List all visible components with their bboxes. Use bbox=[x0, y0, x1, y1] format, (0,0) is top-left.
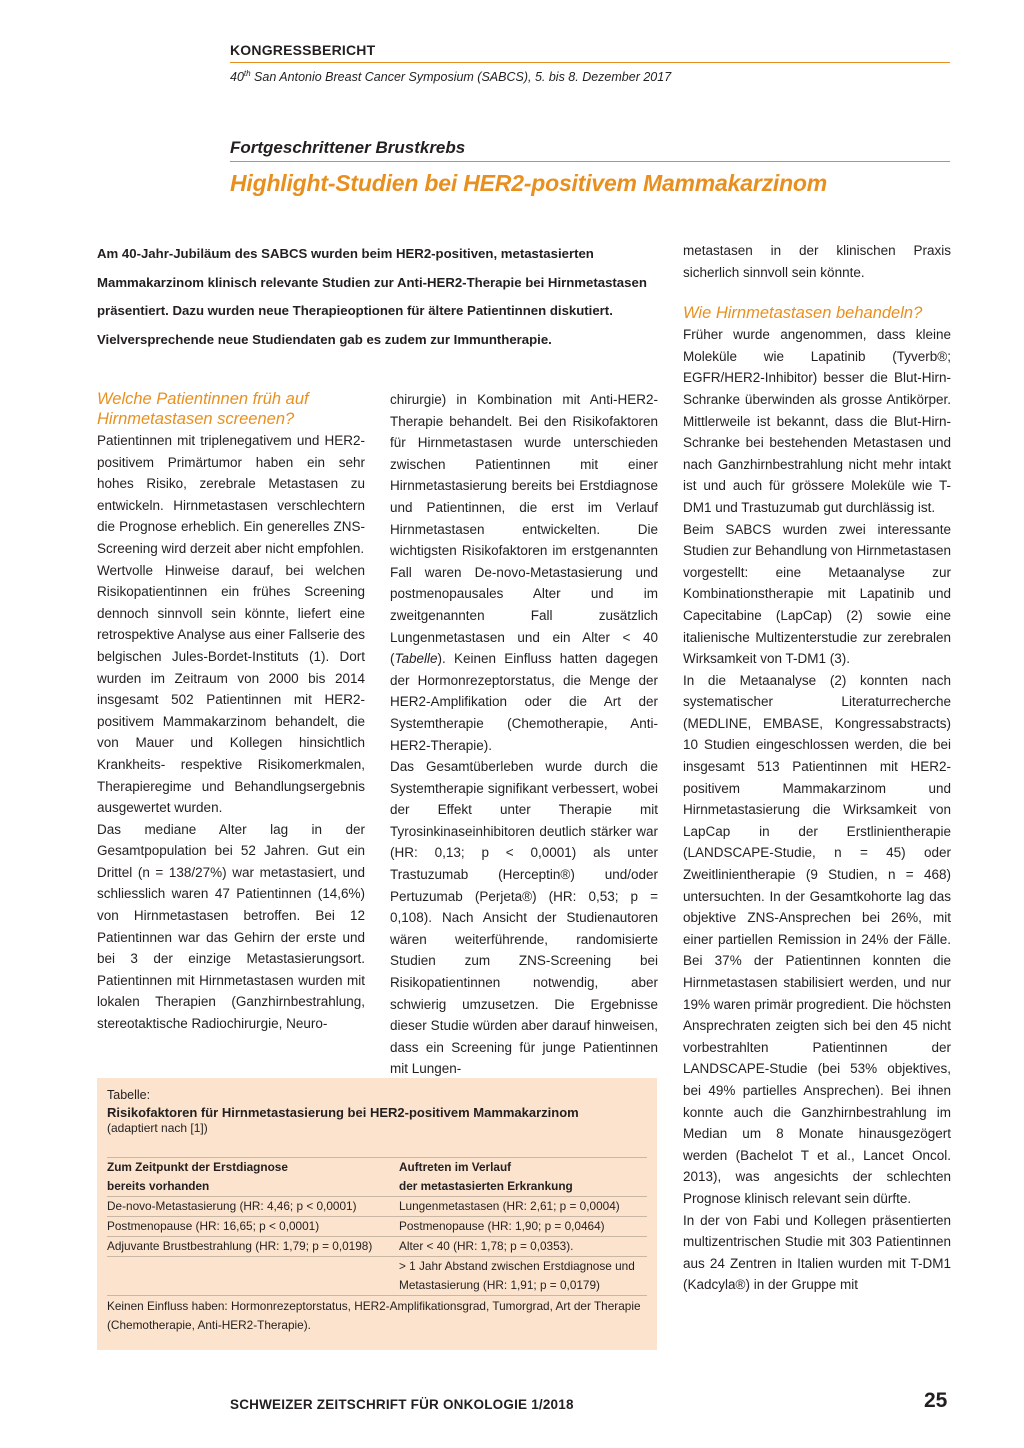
article-title: Highlight-Studien bei HER2-positivem Mammakarzinom bbox=[230, 170, 828, 196]
running-header bbox=[230, 42, 950, 84]
table-row bbox=[107, 1197, 647, 1217]
column-3 bbox=[683, 240, 951, 1296]
table-header-cell: Zum Zeitpunkt der Erstdiagnose bereits vorhanden bbox=[107, 1160, 288, 1193]
paragraph: Das mediane Alter lag in der Gesamtpopulation bei 52 Jahren. Gut ein Drittel (n = 138/27%) war metastasiert, und schliesslich waren 47 Patientinnen (14,6%) von Hirnmetastasen betroffen. Bei 12 Patientinnen war das Gehirn der erste und bei 3 der einzige Metastasierungsort. Patientinnen mit Hirnmetastasen wurden mit lokalen Therapien (Ganzhirnbestrahlung, stereotaktische Radiochirurgie, Neuro- bbox=[97, 821, 365, 1032]
header-subtitle: 40th San Antonio Breast Cancer Symposium (SABCS), 5. bis 8. Dezember 2017 bbox=[230, 69, 672, 85]
column-1-heading: Welche Patientinnen früh auf Hirnmetastasen screenen? bbox=[97, 390, 309, 428]
header-kicker: KONGRESSBERICHT bbox=[230, 42, 376, 58]
risk-factor-table bbox=[97, 1078, 657, 1350]
table-cell: Adjuvante Brustbestrahlung (HR: 1,79; p = 0,0198) bbox=[107, 1239, 373, 1253]
article-lead: Am 40-Jahr-Jubiläum des SABCS wurden beim HER2-positiven, metastasierten Mammakarzinom klinisch relevante Studien zur Anti-HER2-Therapie bei Hirnmetastasen präsentiert. Dazu wurden neue Therapieoptionen für ältere Patientinnen diskutiert. Vielversprechende neue Studiendaten gab es zudem zur Immuntherapie. bbox=[97, 246, 647, 347]
column-2 bbox=[390, 389, 658, 1080]
table-row bbox=[107, 1217, 647, 1237]
table-cell: Lungenmetastasen (HR: 2,61; p = 0,0004) bbox=[399, 1199, 620, 1213]
table-cell: Postmenopause (HR: 1,90; p = 0,0464) bbox=[399, 1219, 605, 1233]
page-number: 25 bbox=[924, 1389, 948, 1412]
paragraph: In der von Fabi und Kollegen präsentierten multizentrischen Studie mit 303 Patientinnen aus 24 Zentren in Italien wurden mit T-DM1 (Kadcyla®) in der Gruppe mit bbox=[683, 1212, 951, 1293]
paragraph: Wertvolle Hinweise darauf, bei welchen Risikopatientinnen ein frühes Screening dennoch sinnvoll sein könnte, liefert eine retrospektive Analyse aus einer Fallserie des belgischen Jules-Bordet-Instituts (1). Dort wurden im Zeitraum von 2000 bis 2014 insgesamt 502 Patientinnen mit HER2-positivem Mammakarzinom behandelt, die von Mauer und Kollegen hinsichtlich Krankheits- respektive Risikomerkmalen, Therapieregime und Behandlungsergebnis ausgewertet wurden. bbox=[97, 562, 365, 816]
section-label: Fortgeschrittener Brustkrebs bbox=[230, 138, 950, 162]
table-note: Keinen Einfluss haben: Hormonrezeptorstatus, HER2-Amplifikationsgrad, Tumorgrad, Art der Therapie (Chemotherapie, Anti-HER2-Therapie). bbox=[107, 1299, 641, 1332]
table-cell: > 1 Jahr Abstand zwischen Erstdiagnose und Metastasierung (HR: 1,91; p = 0,0179) bbox=[399, 1259, 635, 1292]
column-1 bbox=[97, 389, 365, 1035]
table-cell: Postmenopause (HR: 16,65; p < 0,0001) bbox=[107, 1219, 320, 1233]
table-grid bbox=[107, 1157, 647, 1335]
table-row bbox=[107, 1257, 647, 1296]
paragraph: chirurgie) in Kombination mit Anti-HER2-Therapie behandelt. Bei den Risikofaktoren für Hirnmetastasen wurde unterschieden zwischen Patientinnen mit einer Hirnmetastasierung bereits bei Erstdiagnose und Patientinnen, die erst im Verlauf Hirnmetastasen entwickelten. Die wichtigsten Risikofaktoren im erstgenannten Fall waren De-novo-Metastasierung und postmenopausales Alter und im zweitgenannten Fall zusätzlich Lungenmetastasen und ein Alter < 40 (Tabelle). Keinen Einfluss hatten dagegen der Hormonrezeptorstatus, die Menge der HER2-Amplifikation oder die Art der Systemtherapie (Chemotherapie, Anti-HER2-Therapie). bbox=[390, 392, 658, 753]
table-header-row bbox=[107, 1157, 647, 1197]
table-cell bbox=[107, 1257, 399, 1295]
table-label: Tabelle: bbox=[107, 1088, 151, 1102]
footer-journal: SCHWEIZER ZEITSCHRIFT FÜR ONKOLOGIE 1/2018 bbox=[230, 1397, 574, 1412]
table-title: Risikofaktoren für Hirnmetastasierung bei HER2-positivem Mammakarzinom bbox=[107, 1105, 579, 1120]
paragraph: Beim SABCS wurden zwei interessante Studien zur Behandlung von Hirnmetastasen vorgestellt: eine Metaanalyse zur Kombinationstherapie mit Lapatinib und Capecitabine (LapCap) (2) sowie eine italienische Multizenterstudie zur zerebralen Wirksamkeit von T-DM1 (3). bbox=[683, 521, 951, 667]
table-row bbox=[107, 1237, 647, 1257]
table-cell: De-novo-Metastasierung (HR: 4,46; p < 0,0001) bbox=[107, 1199, 357, 1213]
column-3-heading: Wie Hirnmetastasen behandeln? bbox=[683, 304, 923, 323]
paragraph: Patientinnen mit triplenegativem und HER2-positivem Primärtumor haben ein sehr hohes Risiko, zerebrale Metastasen zu entwickeln. Hirnmetastasen verschlechtern die Prognose erheblich. Ein generelles ZNS-Screening wird derzeit aber nicht empfohlen. bbox=[97, 433, 365, 556]
paragraph: metastasen in der klinischen Praxis sicherlich sinnvoll sein könnte. bbox=[683, 243, 951, 280]
table-subtitle: (adaptiert nach [1]) bbox=[107, 1121, 208, 1135]
header-divider bbox=[230, 62, 950, 63]
paragraph: Früher wurde angenommen, dass kleine Moleküle wie Lapatinib (Tyverb®; EGFR/HER2-Inhibitor) besser die Blut-Hirn-Schranke überwinden als grosse Antikörper. Mittlerweile ist bekannt, dass die Blut-Hirn-Schranke bei bestehenden Metastasen und nach Ganzhirnbestrahlung nicht mehr intakt ist und auch für grössere Moleküle wie T-DM1 und Trastuzumab gut durchlässig ist. bbox=[683, 327, 951, 515]
table-header-cell: Auftreten im Verlauf der metastasierten Erkrankung bbox=[399, 1160, 573, 1193]
paragraph: In die Metaanalyse (2) konnten nach systematischer Literaturrecherche (MEDLINE, EMBASE, Kongressabstracts) 10 Studien eingeschlossen werden, die bei insgesamt 513 Patientinnen mit HER2-positivem Mammakarzinom und Hirnmetastasierung die Wirksamkeit von LapCap in der Erstlinientherapie (LANDSCAPE-Studie, n = 45) oder Zweitlinientherapie (9 Studien, n = 468) untersuchten. In der Gesamtkohorte lag das objektive ZNS-Ansprechen bei 26%, mit einer partiellen Remission in 24% der Fälle. Bei 37% der Patientinnen konnten die Hirnmetastasen stabilisiert werden, und nur 19% waren primär progredient. Die höchsten Ansprechraten zeigten sich bei den 45 nicht vorbestrahlten Patientinnen der LANDSCAPE-Studie (bei 53% objektives, bei 49% partielles Ansprechen). Bei ihnen konnte auch die Ganzhirnbestrahlung im Median um 8 Monate hinausgezögert werden (Bachelot T et al., Lancet Oncol. 2013), was angesichts der schlechten Prognose klinisch relevant sein dürfte. bbox=[683, 672, 951, 1206]
table-cell: Alter < 40 (HR: 1,78; p = 0,0353). bbox=[399, 1239, 574, 1253]
paragraph: Das Gesamtüberleben wurde durch die Systemtherapie signifikant verbessert, wobei der Effekt unter Therapie mit Tyrosinkinaseinhibitoren deutlich stärker war (HR: 0,13; p < 0,0001) als unter Trastuzumab (Herceptin®) und/oder Pertuzumab (Perjeta®) (HR: 0,53; p = 0,108). Nach Ansicht der Studienautoren wären weiterführende, randomisierte Studien zum ZNS-Screening bei Risikopatientinnen notwendig, aber schwierig umzusetzen. Die Ergebnisse dieser Studie würden aber darauf hinweisen, dass ein Screening für junge Patientinnen mit Lungen- bbox=[390, 759, 658, 1077]
